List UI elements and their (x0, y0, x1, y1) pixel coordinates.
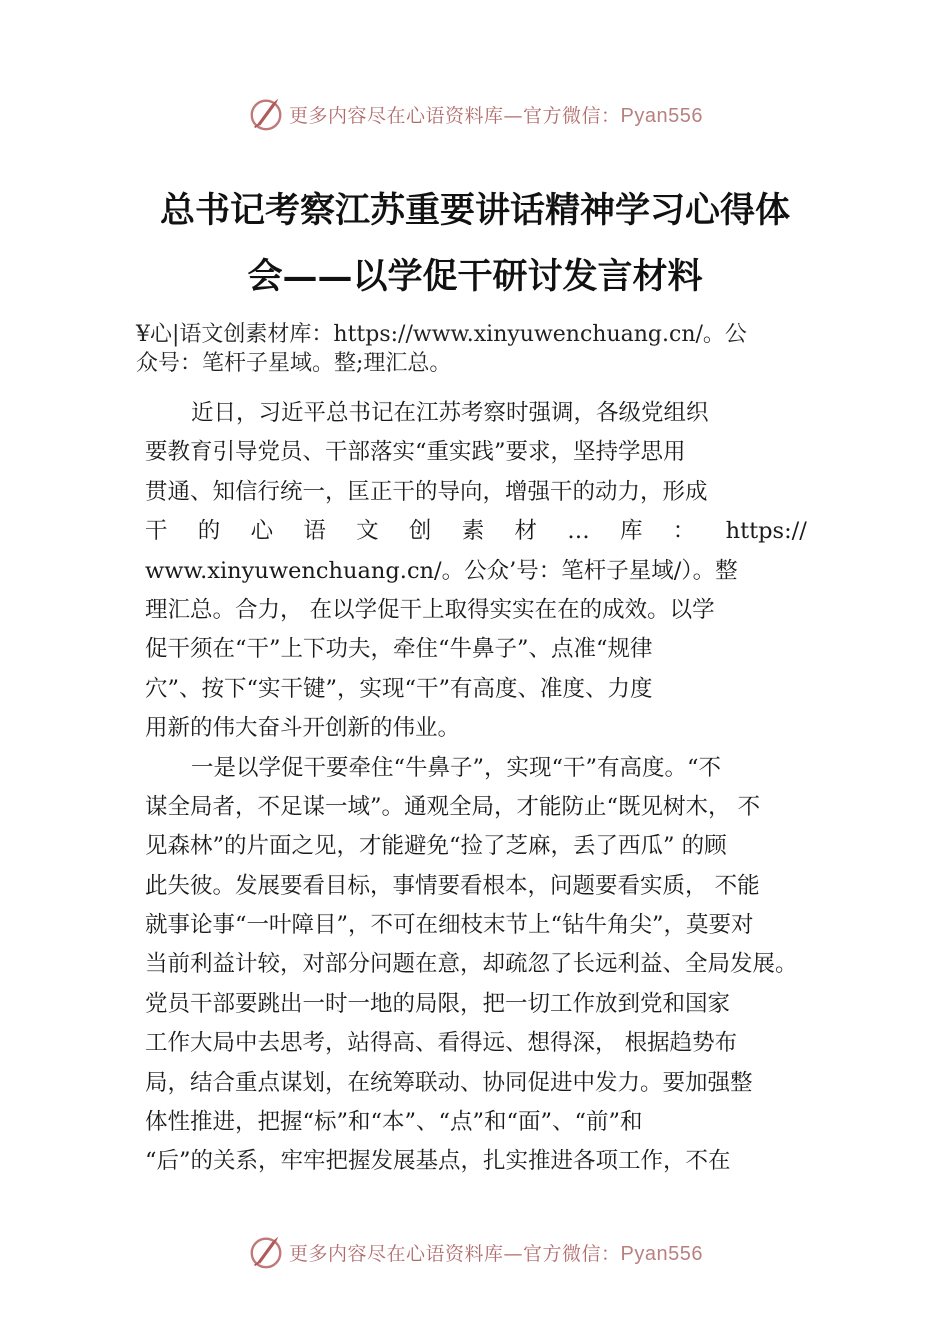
text-line: 局，结合重点谋划，在统筹联动、协同促进中发力。要加强整 (145, 1069, 753, 1096)
spread-char: ： (672, 518, 696, 545)
text-line: 党员干部要跳出一时一地的局限，把一切工作放到党和国家 (145, 990, 731, 1017)
text-line: 谋全局者，不足谋一域”。通观全局，才能防止“既见树木， 不 (145, 793, 761, 820)
spread-char: https:// (725, 518, 807, 545)
header-banner (0, 92, 950, 136)
text-line: 要教育引导党员、干部落实“重实践”要求，坚持学思用 (145, 439, 686, 466)
title-line-2: 会——以学促干研讨发言材料 (247, 256, 703, 297)
text-line: 近日，习近平总书记在江苏考察时强调，各级党组织 (191, 400, 709, 426)
text-line: 理汇总。合力， 在以学促干上取得实实在在的成效。以学 (145, 596, 715, 623)
text-line: 用新的伟大奋斗开创新的伟业。 (145, 715, 461, 742)
document-body (145, 394, 845, 1182)
source-note (136, 320, 816, 378)
spread-char: 干 (145, 518, 168, 545)
quill-pen-icon (247, 95, 285, 133)
title-line-1: 总书记考察江苏重要讲话精神学习心得体 (159, 190, 790, 231)
text-line: 就事论事“一叶障目”，不可在细枝末节上“钻牛角尖”，莫要对 (145, 912, 754, 939)
quill-pen-icon (247, 1233, 285, 1271)
text-line: 工作大局中去思考，站得高、看得远、想得深， 根据趋势布 (145, 1030, 738, 1057)
paragraph-2 (145, 749, 845, 1182)
text-line: 见森林”的片面之见，才能避免“捡了芝麻，丢了西瓜” 的顾 (145, 833, 727, 860)
text-line: 当前利益计较，对部分问题在意，却疏忽了长远利益、全局发展。 (145, 951, 798, 978)
text-line: “后”的关系，牢牢把握发展基点，扎实推进各项工作，不在 (145, 1148, 731, 1175)
paragraph-1 (145, 394, 845, 749)
text-line-spread (145, 512, 807, 551)
spread-char: 语 (303, 518, 326, 545)
text-line: www.xinyuwenchuang.cn/。公众’号：笔杆子星域/）。整 (145, 557, 738, 584)
footer-banner (0, 1230, 950, 1274)
spread-char: 文 (356, 518, 379, 545)
spread-char: 的 (197, 518, 221, 545)
text-line: 一是以学促干要牵住“牛鼻子”，实现“干”有高度。“不 (191, 754, 722, 781)
document-title (0, 178, 950, 310)
text-line: 促干须在“干”上下功夫，牵住“牛鼻子”、点准“规律 (145, 636, 653, 663)
text-line: 体性推进，把握“标”和“本”、“点”和“面”、“前”和 (145, 1109, 643, 1136)
banner-wechat-id: Pyan556 (620, 104, 703, 127)
text-line: 穴”、按下“实干键”，实现“干”有高度、准度、力度 (145, 675, 653, 702)
banner-text: 更多内容尽在心语资料库—官方微信：Pyan556 (289, 104, 703, 127)
source-line-2: 众号：笔杆子星域。整;理汇总。 (136, 351, 452, 376)
spread-char: 库 (620, 518, 643, 545)
spread-char: 心 (250, 518, 274, 545)
text-line: 贯通、知信行统一，匡正干的导向，增强干的动力，形成 (145, 478, 708, 505)
banner-wechat-id: Pyan556 (620, 1242, 703, 1265)
spread-char: 素 (461, 518, 485, 545)
spread-char: 材 (514, 518, 537, 545)
spread-char: 创 (408, 518, 432, 545)
banner-text: 更多内容尽在心语资料库—官方微信：Pyan556 (289, 1242, 703, 1265)
source-line-1: ¥心|语文创素材库：https://www.xinyuwenchuang.cn/。公 (136, 322, 747, 347)
spread-char: … (567, 518, 590, 545)
text-line: 此失彼。发展要看目标，事情要看根本，问题要看实质， 不能 (145, 872, 760, 899)
